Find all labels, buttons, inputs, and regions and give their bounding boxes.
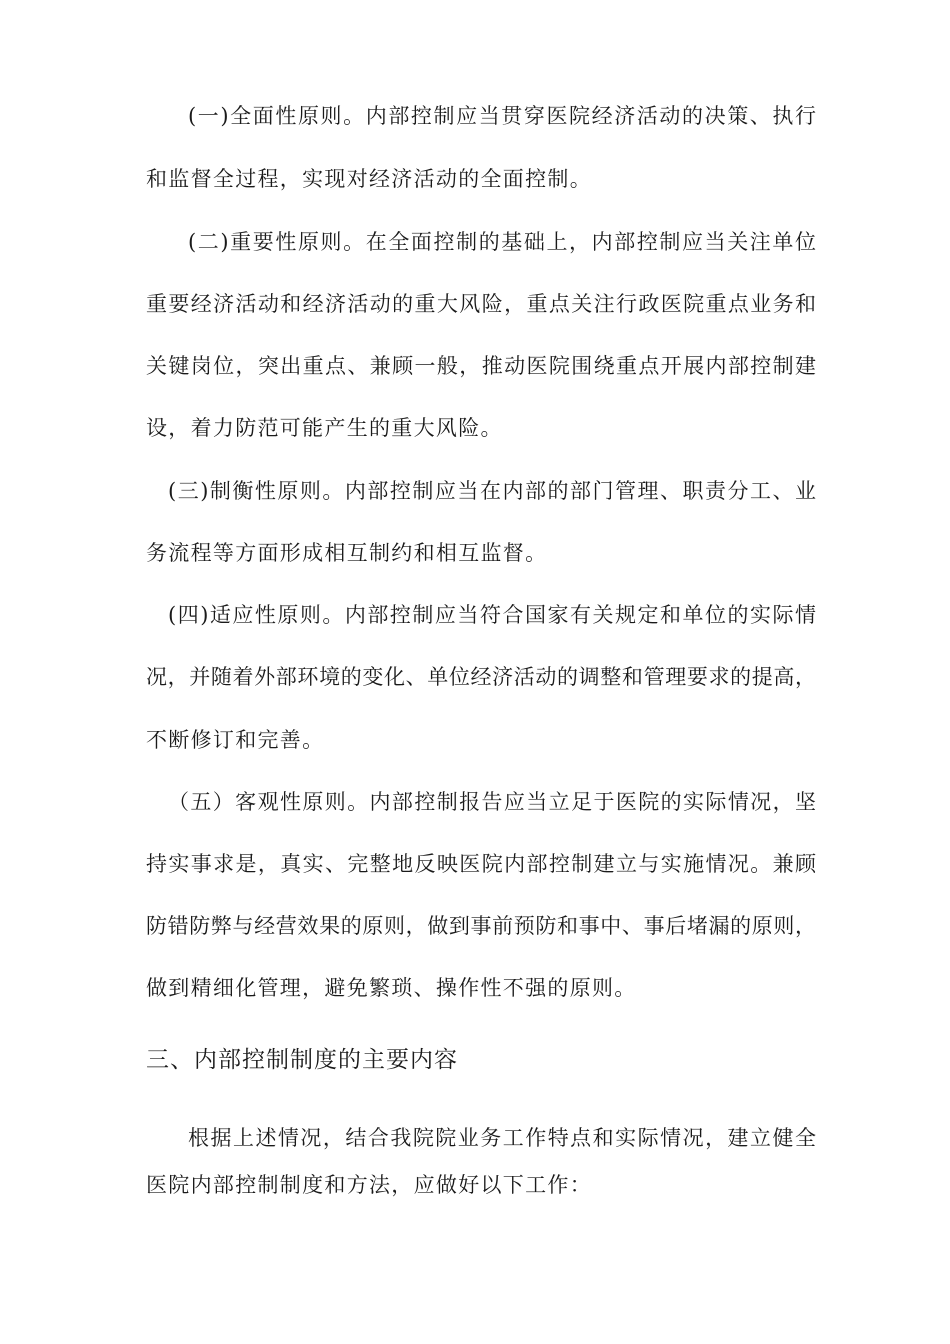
paragraph-line: 设，着力防范可能产生的重大风险。 — [146, 416, 503, 440]
paragraph-line: 务流程等方面形成相互制约和相互监督。 — [146, 541, 548, 565]
paragraph-line: 医院内部控制制度和方法，应做好以下工作： — [146, 1173, 592, 1197]
paragraph-line: 防错防弊与经营效果的原则，做到事前预防和事中、事后堵漏的原则， — [146, 914, 816, 938]
paragraph-line: 和监督全过程，实现对经济活动的全面控制。 — [146, 167, 592, 191]
paragraph-line: (二)重要性原则。在全面控制的基础上，内部控制应当关注单位 — [188, 230, 816, 254]
section-heading: 三、内部控制制度的主要内容 — [146, 1047, 458, 1073]
paragraph-line: (一)全面性原则。内部控制应当贯穿医院经济活动的决策、执行 — [188, 104, 816, 128]
paragraph-line: 持实事求是，真实、完整地反映医院内部控制建立与实施情况。兼顾 — [146, 852, 816, 876]
paragraph-line: (四)适应性原则。内部控制应当符合国家有关规定和单位的实际情 — [168, 603, 816, 627]
paragraph-line: 况，并随着外部环境的变化、单位经济活动的调整和管理要求的提高， — [146, 665, 816, 689]
paragraph-line: 不断修订和完善。 — [146, 728, 325, 752]
paragraph-line: （五）客观性原则。内部控制报告应当立足于医院的实际情况，坚 — [168, 790, 816, 814]
paragraph-line: 根据上述情况，结合我院院业务工作特点和实际情况，建立健全 — [188, 1126, 816, 1150]
paragraph-line: (三)制衡性原则。内部控制应当在内部的部门管理、职责分工、业 — [168, 479, 816, 503]
paragraph-line: 重要经济活动和经济活动的重大风险，重点关注行政医院重点业务和 — [146, 292, 816, 316]
paragraph-line: 关键岗位，突出重点、兼顾一般，推动医院围绕重点开展内部控制建 — [146, 354, 816, 378]
paragraph-line: 做到精细化管理，避免繁琐、操作性不强的原则。 — [146, 976, 637, 1000]
